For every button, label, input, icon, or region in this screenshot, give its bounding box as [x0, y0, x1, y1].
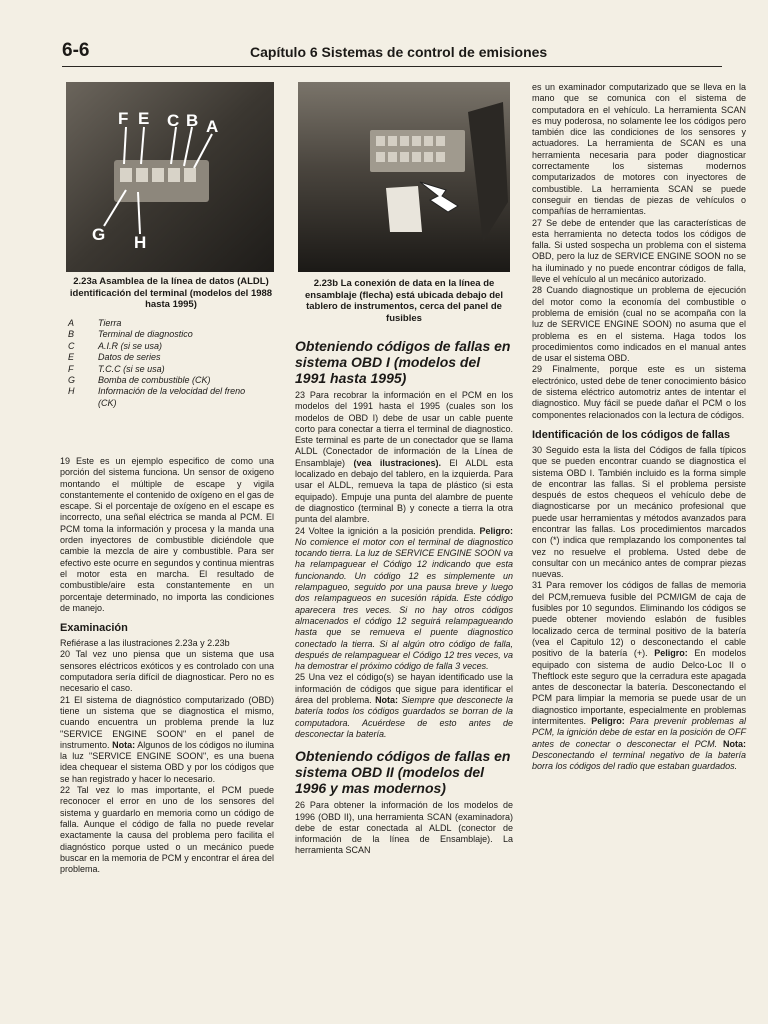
legend-item: E Datos de series — [68, 352, 161, 363]
heading-examinacion: Examinación — [60, 622, 128, 635]
legend-item: B Terminal de diagnostico — [68, 329, 193, 340]
heading-obd2: Obteniendo códigos de fallas en sistema OBD II (modelos del 1996 y mas modernos) — [295, 748, 511, 797]
pin-label-b: B — [186, 111, 199, 130]
pin-label-a: A — [206, 117, 219, 136]
paragraph-27: 27 Se debe de entender que las características de esta herramienta no detecta todos los códigos de falla. Si usted sospecha un problema con el sistema OBD, pero la luz de SERVICE ENGINE SOON no se ha iluminado y no puede encontrar códigos de falla, lleve el vehículo al un mecánico autorizado. — [532, 217, 746, 285]
figure1-caption: 2.23a Asamblea de la línea de datos (ALDL) identificación del terminal (modelos del 1988 hasta 1995) — [69, 276, 273, 310]
text-column-2 — [295, 336, 513, 857]
text-column-1 — [60, 456, 274, 875]
paragraph-30: 30 Seguido esta la lista del Códigos de falla típicos que se pueden encontrar cuando se diagnostica el sistema OBD I. También incluido es la forma simple de encontrar las fallas. Si el problema persiste después de estos chequeos el vehículo debe de diagnosticarse por un mecánico profesional que puede usar herramientas y métodos avanzados para encontrar las fallas. Los procedimientos marcados con (*) indica que remplazando los componentes tal vez no resuelve el problema. Usted debe de consultar con un mecánico antes de comprar piezas nuevas. — [532, 444, 746, 580]
figure-aldl-terminal-photo — [66, 82, 274, 272]
paragraph-23: 23 Para recobrar la información en el PCM en los modelos del 1991 hasta el 1995 (cuales son los modelos de OBD I) debe de usar un cable puente corto para conectar a tierra el terminal de diagnostico. Este terminal es parte de un conectador que se llama ALDL (Conectador de información de la Línea de Ensamblaje) (vea ilustraciones). El ALDL esta localizado en debajo del tablero, en la izquierda. Para usar el ALDL, remueva la tapa de plástico (si esta equipado). Empuje una punta del alambre de puente de diagnostico (terminal B) y conecte a tierra la otra punta del alambre. — [295, 390, 513, 525]
pin-label-g: G — [92, 225, 106, 244]
pin-label-e: E — [138, 109, 150, 128]
paragraph-24: 24 Voltee la ignición a la posición prendida. Peligro: No comience el motor con el terminal de diagnostico tocando tierra. La luz de SERVICE ENGINE SOON va ha relampaguear el Código 12 indicando que esta funcionando. Un código 12 es simplemente un relampagueo, seguido por una pausa breve y luego dos relampagueos en sucesión rápida. Este código aparecera tres veces. Si no hay otros códigos almacenados el código 12 seguirá relampagueando hasta que se remueva el puente diagnostico conectado la tierra. Si al algún otro código de falla, después de relampaguear el Código 12 tres veces, va ha demostrar el próximo código de falla 3 veces. — [295, 525, 513, 672]
figure1-legend — [68, 318, 278, 409]
paragraph-31: 31 Para remover los códigos de fallas de memoria del PCM,remueva fusible del PCM/IGM de caja de fusibles por 10 segundos. Eliminando los códigos se puede obtener moviendo eslabón de fusibles localizado cerca de terminal positivo de la batería (vea el Capitulo 12) o desconectando el cable positivo de la batería (+). Peligro: En modelos equipado con sistema de audio Delco-Loc II o Theftlock este seguro que la cerradura este apagada antes de desconectar la batería. Desconectando el PCM para limpiar la memoria se puede usar de un diagnostico importante, especialmente en problemas intermitentes. Peligro: Para prevenir problemas al PCM, la ignición debe de estar en la posición de OFF antes de conectar o desconectar el PCM. Nota: Desconectando el terminal negativo de la batería borra los códigos del radio que estaban guardados. — [532, 580, 746, 772]
pin-label-c: C — [167, 111, 180, 130]
page-header — [62, 40, 722, 67]
heading-identificacion: Identificación de los códigos de fallas — [532, 428, 731, 441]
legend-item: G Bomba de combustible (CK) — [68, 375, 211, 386]
legend-item: C A.I.R (si se usa) — [68, 340, 163, 351]
paragraph-20: 20 Tal vez uno piensa que un sistema que usa sensores eléctricos exóticos y es controlado con una computadora sería difícil de diagnosticar. Pero no es necesario el caso. — [60, 649, 274, 694]
heading-obd1: Obteniendo códigos de fallas en sistema OBD I (modelos del 1991 hasta 1995) — [295, 338, 511, 386]
paragraph-22: 22 Tal vez lo mas importante, el PCM puede reconocer el error en uno de los sensores del sistema y guardarlo en memoria como un código de falla. Aunque el código de falla no puede revelar exactamente la causa del problema pero facilita el diagnóstico porque usted o un mecánico puede buscar en la memoria de PCM y encontrar el área del problema. — [60, 785, 274, 875]
page-number: 6-6 — [62, 40, 90, 61]
legend-item: A Tierra — [68, 318, 122, 328]
chapter-title: Capítulo 6 Sistemas de control de emisiones — [250, 44, 548, 60]
legend-item: H Información de la velocidad del freno (CK) — [68, 386, 246, 408]
figure2-caption: 2.23b La conexión de data en la línea de ensamblaje (flecha) está ubicada debajo del tablero de instrumentos, cerca del panel de fusibles — [305, 278, 503, 324]
text-column-3 — [532, 82, 746, 773]
paragraph-19: 19 Este es un ejemplo especifico de como una porción del sistema funciona. Un sensor de oxigeno montando el múltiple de escape y vigila constantemente el contenido de oxígeno en el gas de escape. Si el porcentaje de oxígeno en el escape es incorrecto, una señal eléctrica se manda al PCM. El PCM toma la información y procesa y la manda una orden inyectores de combustible diciéndole que cambie la mezcla de aire y combustible. Para ser efectivo este ocurre en segundos y continua mientras el motor esta en marcha. El resultado de combustible/aire esta constantemente en un porcentaje determinado, no importa las condiciones de manejo. — [60, 456, 274, 613]
paragraph-29: 29 Finalmente, porque este es un sistema electrónico, usted debe de tener conocimiento básico de sistema eléctrico automotriz antes de intentar el diagnostico. Muy fácil se puede dañar el PCM o los componentes relacionados con la lectura de códigos. — [532, 364, 746, 420]
paragraph-28: 28 Cuando diagnostique un problema de ejecución del motor como la economía del combustible o problema de emisión (cual no se acompaña con la luz de SERVICE ENGINE SOON) no asuma que el problema es en el sistema. Haga todos los procedimientos como indicados en el manual antes de usar el sistema OBD. — [532, 285, 746, 364]
pin-label-h: H — [134, 233, 147, 252]
pin-label-f: F — [118, 109, 129, 128]
paragraph-26-continued: es un examinador computarizado que se lleva en la mano que se comunica con el sistema de computadora en el vehículo. La herramienta SCAN es muy poderosa, no solamente lee los códigos pero también dice las condiciones de los sensores y actuadores. La herramienta de SCAN es una herramienta necesaria para poder diagnosticar correctamente los sistemas modernos computarizados de motores con inyectores de combustible. La herramienta SCAN se puede conseguir en tiendas de piezas de vehículos o compañías de herramientas. — [532, 82, 746, 217]
illustration-reference: Refiérase a las ilustraciones 2.23a y 2.23b — [60, 638, 230, 649]
paragraph-21: 21 El sistema de diagnóstico computarizado (OBD) tiene un sistema que se diagnostica el mismo, cuando encuentra un problema prende la luz "SERVICE ENGINE SOON" en el panel de instrumento. Nota: Algunos de los códigos no ilumina la luz "SERVICE ENGINE SOON", es una buena idea chequear el sistema OBD y por los códigos que se han registrado y hacer lo necesario. — [60, 694, 274, 784]
paragraph-26: 26 Para obtener la información de los modelos de 1996 (OBD II), una herramienta SCAN (examinadora) debe de estar conectada al ALDL (conector de información de la línea de Ensamblaje). La herramienta SCAN — [295, 800, 513, 856]
paragraph-25: 25 Una vez el código(s) se hayan identificado use la información de códigos que sigue para identificar el área del problema. Nota: Siempre que desconecte la batería todos los códigos guardados se borran de la computadora. Acuérdese de esto antes de desconectar la batería. — [295, 672, 513, 739]
legend-item: F T.C.C (si se usa) — [68, 363, 165, 374]
figure-aldl-location-photo — [298, 82, 510, 272]
